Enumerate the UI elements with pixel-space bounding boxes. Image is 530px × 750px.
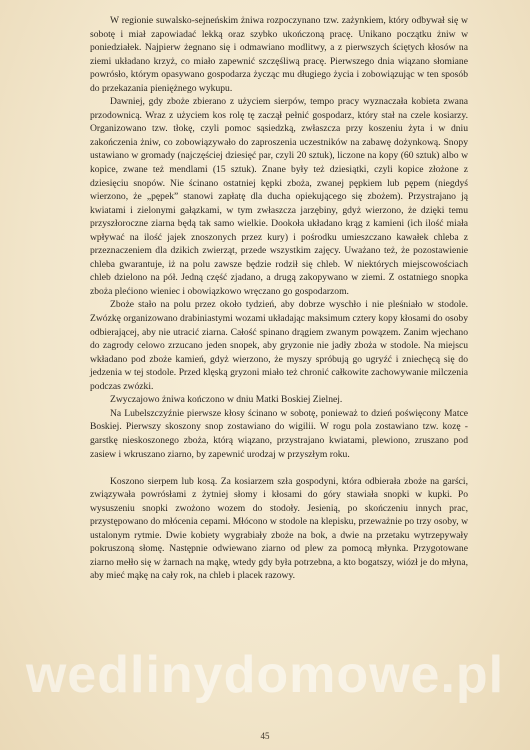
paragraph-harvest-end: Zwyczajowo żniwa kończono w dniu Matki Boskiej Zielnej. xyxy=(110,394,343,406)
paragraph-threshing: Koszono sierpem lub kosą. Za kosiarzem szła gospodyni, która odbierała zboże na garści, związywała powrósłami z żytniej słomy i kłosami do góry stawiała snopki w kupki. Po wysuszeniu snopki zwożono wozem do stodoły. Jesienią, po skończeniu innych prac, przystępowano do młócenia cepami. Młócono w stodole na klepisku, przeważnie po trzy osoby, w ustalonym rytmie. Dwie kobiety wygrabiały zboże na bok, a dwie na przetaku wytrzepywały pokruszoną słomę. Następnie odwiewano ziarno od plew za pomocą młynka. Przygotowane ziarno mełło się w żarnach na mąkę, wtedy gdy była potrzebna, a kto bogatszy, wiózł je do młyna, aby mieć mąkę na cały rok, na chleb i placek razowy. xyxy=(90,475,468,582)
paragraph-harvest-customs: Dawniej, gdy zboże zbierano z użyciem sierpów, tempo pracy wyznaczała kobieta zwana przodownicą. Wraz z użyciem kos rolę tę zaczął pełnić gospodarz, który stał na czele kosiarzy. Organizowano tzw. tłokę, czyli pomoc sąsiedzką, zwłaszcza przy koszeniu żyta i w dniu zakończenia żniw, co zobowiązywało do zaproszenia uczestników na zabawę dożynkową. Snopy ustawiano w gromady (najczęściej dziesięć par, czyli 20 sztuk), liczone na kopy (60 sztuk) albo w kopice, zwane też mendlami (15 sztuk). Znane były też dziesiątki, czyli kopice złożone z dziesięciu snopów. Nie ścinano ostatniej kępki zboża, zwanej pępkiem lub pępem (niegdyś wierzono, że „pępek” stanowi zapłatę dla ducha opiekującego się zbożem). Przystrajano ją kwiatami i zielonymi gałązkami, w tym zwłaszcza jarzębiny, gdyż wierzono, że dzięki temu przyszłoroczne ziarna będą tak samo wielkie. Dookoła układano krąg z kamieni (ich ilość miała wpływać na ilość jajek znoszonych przez kury) i pośrodku umieszczano kawałek chleba z przeznaczeniem dla dzikich zwierząt, przede wszystkim zajęcy. Uważano też, że pozostawienie chleba gwarantuje, iż na polu zawsze będzie rodził się chleb. W niektórych miejscowościach chleb dzielono na pół. Jedną część zjadano, a drugą zakopywano w ziemi. Z ostatniego snopka zboża plećiono wieniec i obowiązkowo wręczano go gospodarzom. xyxy=(90,96,468,297)
paragraph-grain-transport: Zboże stało na polu przez około tydzień, aby dobrze wyschło i nie pleśniało w stodole. Zwózkę organizowano drabiniastymi wozami układając maksimum cztery kopy kłosami do osoby odbierającej, aby nie utracić ziarna. Całość spinano drągiem zwanym powązem. Zanim wjechano do zagrody celowo zrzucano jeden snopek, aby gryzonie nie jadły zboża w stodole. Na miejscu wkładano pod zboże kamień, gdyż wierzono, że myszy spróbują go ugryźć i zniechęcą się do jedzenia w tej stodole. Przed klęską gryzoni miało też chronić całkowite zachowywanie milczenia podczas zwózki. xyxy=(90,299,468,392)
article-body xyxy=(90,14,468,583)
paragraph-lublin-region: Na Lubelszczyźnie pierwsze kłosy ścinano w sobotę, ponieważ to dzień poświęcony Matce Boskiej. Pierwszy skoszony snop zostawiano do wigilii. W rogu pola zostawiano tzw. kozę - garstkę nieskoszonego zboża, którą wiązano, przystrajano kwiatami, plewiono, zruszano pod zasiew i wkruszano ziarno, by zapewnić urodzaj w przyszłym roku. xyxy=(90,407,468,460)
watermark: wedlinydomowe.pl xyxy=(25,646,505,704)
paragraph-harvest-start: W regionie suwalsko-sejneńskim żniwa rozpoczynano tzw. zażynkiem, który odbywał się w sobotę i miał zapowiadać lekką oraz szybko ukończoną pracę. Unikano początku żniw w poniedziałek. Najpierw żegnano się i odmawiano modlitwy, a z pierwszych ściętych kłosów na ziemi układano krzyż, co miało zapewnić szczęśliwą pracę. Pierwszego dnia wiązano słomiane powrósło, którym opasywano gospodarza życząc mu długiego życia i zobowiązując w ten sposób do przekazania pieniężnego wykupu. xyxy=(90,15,468,94)
page-number: 45 xyxy=(260,731,270,741)
